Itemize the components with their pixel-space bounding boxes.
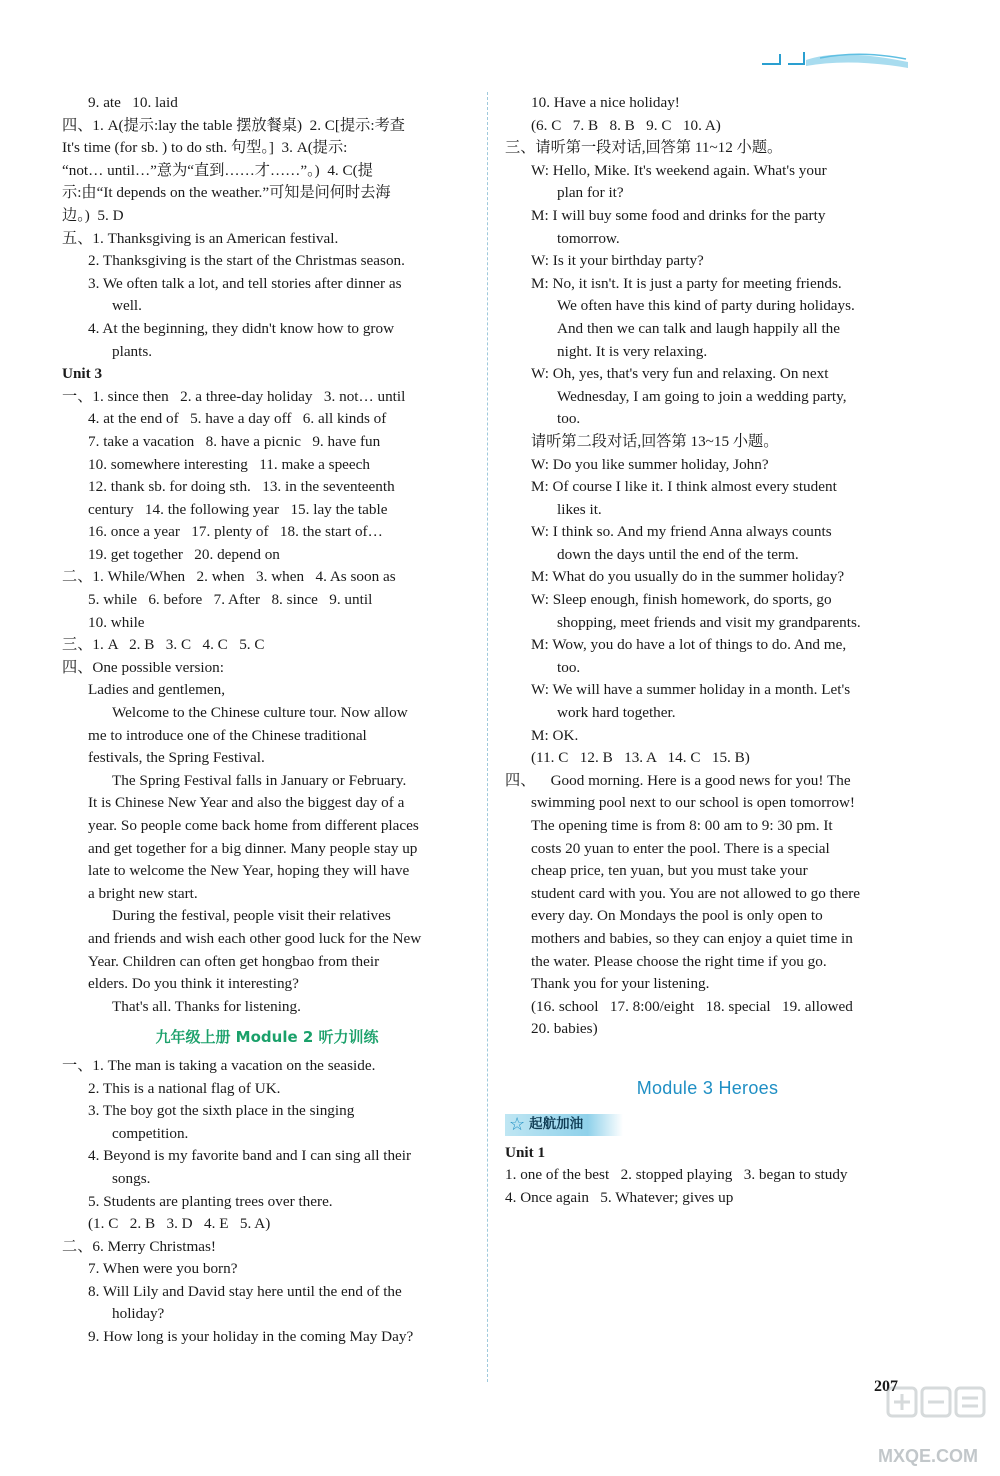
answer-line: M: OK. xyxy=(531,726,579,744)
answer-line: swimming pool next to our school is open tomorrow! xyxy=(531,794,855,812)
answer-line: 5. while 6. before 7. After 8. since 9. until xyxy=(88,591,373,609)
answer-line: 四、1. A(提示:lay the table 摆放餐桌) 2. C[提示:考查 xyxy=(62,116,405,134)
answer-line: 三、请听第一段对话,回答第 11~12 小题。 xyxy=(505,139,783,157)
answer-line: plants. xyxy=(112,342,153,360)
answer-line: M: No, it isn't. It is just a party for meeting friends. xyxy=(531,274,842,292)
answer-line: competition. xyxy=(112,1124,189,1142)
answer-line: holiday? xyxy=(112,1305,165,1323)
star-icon: ☆ xyxy=(509,1114,526,1135)
answer-line: 一、1. The man is taking a vacation on the seaside. xyxy=(62,1056,376,1074)
answer-line: 12. thank sb. for doing sth. 13. in the seventeenth xyxy=(88,478,395,496)
left-column xyxy=(62,92,472,1349)
answer-line: festivals, the Spring Festival. xyxy=(88,749,265,767)
answer-line: and friends and wish each other good luck for the New xyxy=(88,929,422,947)
answer-line: 5. Students are planting trees over there. xyxy=(88,1192,333,1210)
answer-line: Welcome to the Chinese culture tour. Now allow xyxy=(112,704,408,722)
answer-line: plan for it? xyxy=(557,184,624,202)
answer-line: a bright new start. xyxy=(88,884,198,902)
answer-line: (16. school 17. 8:00/eight 18. special 19. allowed xyxy=(531,997,853,1015)
answer-line: 19. get together 20. depend on xyxy=(88,545,280,563)
answer-line: (1. C 2. B 3. D 4. E 5. A) xyxy=(88,1215,271,1233)
column-divider xyxy=(487,92,488,1382)
answer-line: every day. On Mondays the pool is only open to xyxy=(531,907,823,925)
answer-line: M: Wow, you do have a lot of things to do. And me, xyxy=(531,636,847,654)
answer-line: 10. somewhere interesting 11. make a speech xyxy=(88,455,370,473)
answer-line: 一、1. since then 2. a three-day holiday 3. not… until xyxy=(62,387,406,405)
banner-label: 起航加油 xyxy=(529,1116,584,1133)
answer-line: tomorrow. xyxy=(557,229,620,247)
answer-line: W: We will have a summer holiday in a month. Let's xyxy=(531,681,851,699)
answer-line: 16. once a year 17. plenty of 18. the start of… xyxy=(88,523,383,541)
answer-line: W: Do you like summer holiday, John? xyxy=(531,455,769,473)
answer-line: It is Chinese New Year and also the biggest day of a xyxy=(88,794,405,812)
answer-line: well. xyxy=(112,297,142,315)
answer-line: M: Of course I like it. I think almost every student xyxy=(531,478,837,496)
answer-line: me to introduce one of the Chinese traditional xyxy=(88,726,367,744)
answer-line: costs 20 yuan to enter the pool. There is a special xyxy=(531,839,830,857)
answer-line: W: Sleep enough, finish homework, do sports, go xyxy=(531,591,832,609)
answer-line: 4. Once again 5. Whatever; gives up xyxy=(505,1188,734,1206)
answer-line: 9. How long is your holiday in the coming May Day? xyxy=(88,1328,414,1346)
answer-line: 10. while xyxy=(88,613,145,631)
answer-line: (11. C 12. B 13. A 14. C 15. B) xyxy=(531,749,750,767)
answer-line: elders. Do you think it interesting? xyxy=(88,975,299,993)
answer-line: Thank you for your listening. xyxy=(531,975,710,993)
right-column xyxy=(505,92,910,1209)
answer-line: 9. ate 10. laid xyxy=(88,94,178,111)
answer-line: century 14. the following year 15. lay the table xyxy=(88,500,388,518)
answer-line: too. xyxy=(557,410,581,428)
answer-line: 4. At the beginning, they didn't know how to grow xyxy=(88,319,395,337)
answer-line: 二、6. Merry Christmas! xyxy=(62,1237,216,1255)
answer-line: During the festival, people visit their relatives xyxy=(112,907,391,925)
unit-heading: Unit 3 xyxy=(62,365,103,383)
answer-line: The Spring Festival falls in January or February. xyxy=(112,771,407,789)
answer-line: 请听第二段对话,回答第 13~15 小题。 xyxy=(531,432,779,450)
answer-line: Wednesday, I am going to join a wedding party, xyxy=(557,387,847,405)
header-wave-decoration xyxy=(760,42,910,72)
answer-line: W: Oh, yes, that's very fun and relaxing. On next xyxy=(531,365,829,383)
answer-line: the water. Please choose the right time if you go. xyxy=(531,952,827,970)
answer-line: 三、1. A 2. B 3. C 4. C 5. C xyxy=(62,636,265,654)
answer-line: We often have this kind of party during holidays. xyxy=(557,297,855,315)
answer-line: 7. When were you born? xyxy=(88,1260,238,1278)
answer-line: likes it. xyxy=(557,500,602,518)
section-heading: 九年级上册 Module 2 听力训练 xyxy=(155,1028,379,1047)
answer-line: shopping, meet friends and visit my grandparents. xyxy=(557,613,861,631)
answer-line: W: Is it your birthday party? xyxy=(531,252,704,270)
answer-line: W: I think so. And my friend Anna always counts xyxy=(531,523,832,541)
section-banner xyxy=(505,1114,623,1136)
page-number: 207 xyxy=(874,1378,898,1395)
answer-line: 3. The boy got the sixth place in the singing xyxy=(88,1102,355,1120)
answer-line: songs. xyxy=(112,1169,151,1187)
answer-line: cheap price, ten yuan, but you must take your xyxy=(531,862,808,880)
answer-line: 2. Thanksgiving is the start of the Christmas season. xyxy=(88,252,405,270)
answer-line: 20. babies) xyxy=(531,1020,598,1038)
answer-line: 8. Will Lily and David stay here until the end of the xyxy=(88,1282,402,1300)
answer-line: Year. Children can often get hongbao from their xyxy=(88,952,380,970)
answer-line: “not… until…”意为“直到……才……”。) 4. C(提 xyxy=(62,161,373,179)
unit-heading: Unit 1 xyxy=(505,1143,546,1161)
answer-line: 五、1. Thanksgiving is an American festival. xyxy=(62,229,339,247)
answer-line: That's all. Thanks for listening. xyxy=(112,997,301,1015)
answer-line: W: Hello, Mike. It's weekend again. What's your xyxy=(531,161,827,179)
answer-line: and get together for a big dinner. Many people stay up xyxy=(88,839,418,857)
answer-line: And then we can talk and laugh happily all the xyxy=(557,319,840,337)
answer-line: 4. at the end of 5. have a day off 6. all kinds of xyxy=(88,410,387,428)
banner-row xyxy=(505,1110,910,1142)
answer-line: mothers and babies, so they can enjoy a quiet time in xyxy=(531,929,853,947)
answer-line: 10. Have a nice holiday! xyxy=(531,94,680,111)
answer-line: (6. C 7. B 8. B 9. C 10. A) xyxy=(531,116,721,134)
answer-line: student card with you. You are not allowed to go there xyxy=(531,884,860,902)
answer-line: 二、1. While/When 2. when 3. when 4. As soon as xyxy=(62,568,396,586)
answer-line: M: What do you usually do in the summer holiday? xyxy=(531,568,845,586)
answer-line: too. xyxy=(557,658,581,676)
answer-line: 四、One possible version: xyxy=(62,658,224,676)
answer-line: 4. Beyond is my favorite band and I can sing all their xyxy=(88,1147,412,1165)
answer-line: 四、 Good morning. Here is a good news for you! The xyxy=(505,771,851,789)
answer-line: 边。) 5. D xyxy=(62,206,124,224)
answer-line: Ladies and gentlemen, xyxy=(88,681,226,699)
answer-line: 7. take a vacation 8. have a picnic 9. have fun xyxy=(88,432,381,450)
answer-line: late to welcome the New Year, hoping they will have xyxy=(88,862,410,880)
answer-line: M: I will buy some food and drinks for the party xyxy=(531,206,826,224)
answer-line: 1. one of the best 2. stopped playing 3. began to study xyxy=(505,1166,848,1184)
answer-line: The opening time is from 8: 00 am to 9: 30 pm. It xyxy=(531,817,833,834)
answer-line: 3. We often talk a lot, and tell stories after dinner as xyxy=(88,274,402,292)
answer-line: work hard together. xyxy=(557,704,676,722)
answer-line: year. So people come back home from different places xyxy=(88,817,419,834)
answer-line: 示:由“It depends on the weather.”可知是问何时去海 xyxy=(62,184,391,202)
watermark-text: MXQE.COM xyxy=(878,1446,979,1466)
answer-line: It's time (for sb. ) to do sth. 句型。] 3. A(提示: xyxy=(62,139,348,157)
answer-line: down the days until the end of the term. xyxy=(557,545,799,563)
answer-line: 2. This is a national flag of UK. xyxy=(88,1079,281,1097)
answer-line: night. It is very relaxing. xyxy=(557,342,708,360)
module-title: Module 3 Heroes xyxy=(636,1077,779,1098)
